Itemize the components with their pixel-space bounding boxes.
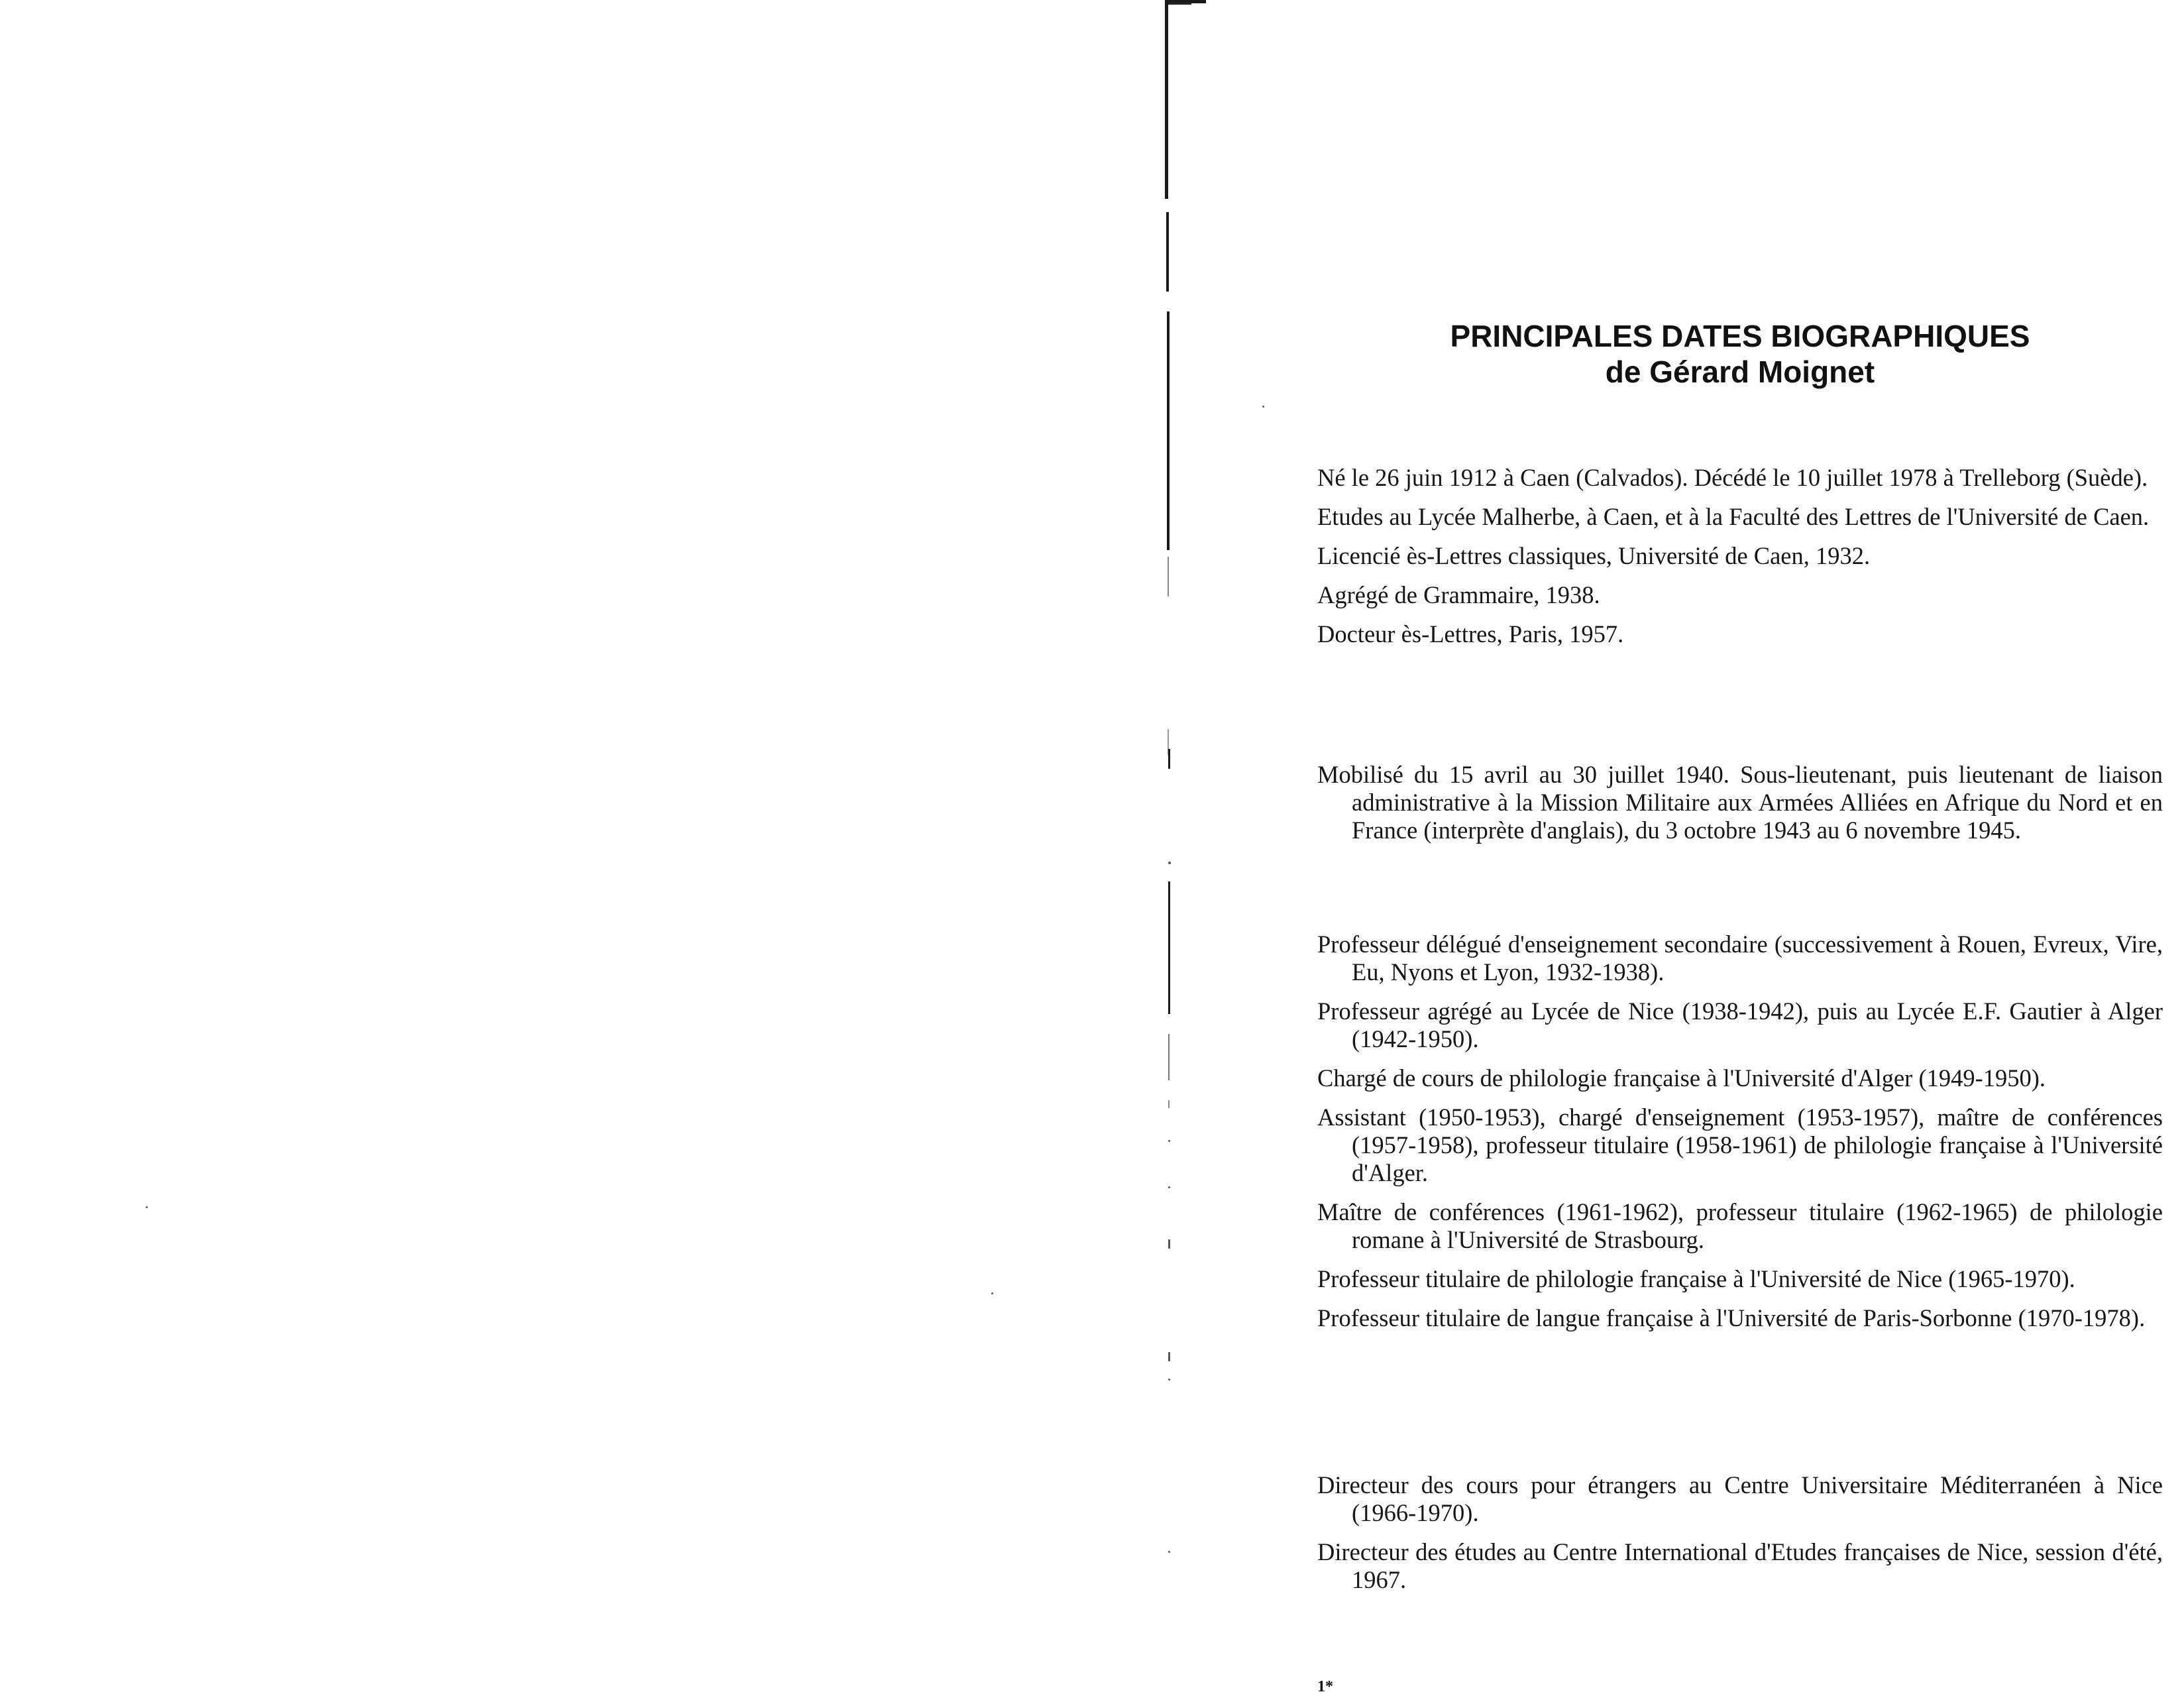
entry-direction-2: Directeur des études au Centre International d'Etudes françaises de Nice, session d'été, 1967. — [1317, 1538, 2163, 1593]
entry-teaching-4: Assistant (1950-1953), chargé d'enseignement (1953-1957), maître de conférences (1957-1958), professeur titulaire (1958-1961) de philologie française à l'Université d'Alger. — [1317, 1103, 2163, 1186]
direction-section — [1317, 1471, 2163, 1605]
gutter-line-7 — [1168, 881, 1170, 1014]
gutter-line-3 — [1167, 311, 1170, 550]
entry-direction-1: Directeur des cours pour étrangers au Centre Universitaire Méditerranéen à Nice (1966-1970). — [1317, 1471, 2163, 1526]
speck — [1168, 1379, 1170, 1381]
speck — [991, 1292, 993, 1294]
entry-teaching-6: Professeur titulaire de philologie française à l'Université de Nice (1965-1970). — [1317, 1265, 2075, 1292]
entry-birth: Né le 26 juin 1912 à Caen (Calvados). Décédé le 10 juillet 1978 à Trelleborg (Suède). — [1317, 464, 2148, 491]
page-title — [1317, 318, 2163, 390]
entry-teaching-5: Maître de conférences (1961-1962), professeur titulaire (1962-1965) de philologie romane à l'Université de Strasbourg. — [1317, 1198, 2163, 1253]
military-section — [1317, 761, 2163, 856]
entry-teaching-7: Professeur titulaire de langue française à l'Université de Paris-Sorbonne (1970-1978). — [1317, 1304, 2146, 1331]
entry-licence: Licencié ès-Lettres classiques, Université de Caen, 1932. — [1317, 542, 1871, 569]
speck — [1168, 1551, 1170, 1553]
teaching-section — [1317, 931, 2163, 1343]
binding-mark-top-shadow — [1165, 3, 1191, 5]
gutter-line-1 — [1165, 0, 1168, 199]
entry-agregation: Agrégé de Grammaire, 1938. — [1317, 581, 1600, 608]
title-line-2: de Gérard Moignet — [1605, 355, 1875, 389]
entry-teaching-2: Professeur agrégé au Lycée de Nice (1938-1942), puis au Lycée E.F. Gautier à Alger (1942-1950). — [1317, 997, 2163, 1052]
entry-teaching-1: Professeur délégué d'enseignement secondaire (successivement à Rouen, Evreux, Vire, Eu, Nyons et Lyon, 1932-1938). — [1317, 931, 2163, 986]
speck — [1168, 1140, 1170, 1142]
gutter-line-2 — [1166, 212, 1169, 292]
speck — [1168, 1186, 1170, 1188]
entry-teaching-3: Chargé de cours de philologie française à l'Université d'Alger (1949-1950). — [1317, 1064, 2046, 1092]
speck — [1168, 1239, 1170, 1249]
speck — [1262, 406, 1264, 408]
gutter-line-8 — [1168, 1034, 1170, 1080]
speck — [146, 1206, 148, 1208]
speck — [1168, 862, 1171, 864]
title-line-1: PRINCIPALES DATES BIOGRAPHIQUES — [1450, 319, 2030, 353]
entry-military: Mobilisé du 15 avril au 30 juillet 1940. Sous-lieutenant, puis lieutenant de liaison administrative à la Mission Militaire aux Armées Alliées en Afrique du Nord et en France (interprète d'anglais), du 3 octobre 1943 au 6 novembre 1945. — [1317, 761, 2163, 844]
page-folio: 1* — [1317, 1678, 1333, 1695]
gutter-line-9 — [1168, 1100, 1170, 1108]
gutter-line-4 — [1168, 557, 1169, 596]
entry-doctorate: Docteur ès-Lettres, Paris, 1957. — [1317, 620, 1624, 648]
education-section — [1317, 464, 2163, 659]
speck — [1168, 1352, 1170, 1361]
gutter-line-6 — [1168, 749, 1170, 769]
entry-studies: Etudes au Lycée Malherbe, à Caen, et à la Faculté des Lettres de l'Université de Caen. — [1317, 503, 2150, 530]
